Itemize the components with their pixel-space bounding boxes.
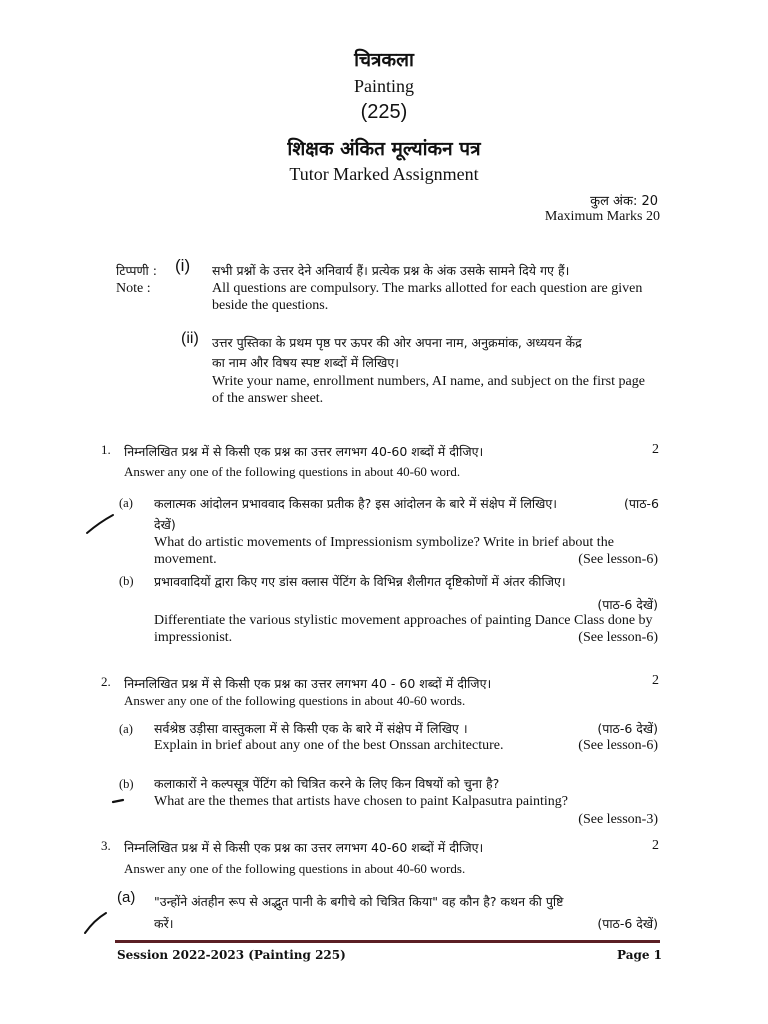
q1a-text-line1: What do artistic movements of Impressionism symbolize? Write in brief about the: [154, 535, 614, 550]
q1a-label: (a): [119, 496, 133, 510]
pen-dash-mark: [110, 796, 126, 806]
q1b-ref: (See lesson-6): [578, 630, 658, 645]
note-2-text-line2: of the answer sheet.: [212, 391, 324, 406]
note-label-hindi: टिप्पणी :: [116, 263, 157, 278]
q3a-hindi-line1: "उन्होंने अंतहीन रूप से अद्भुत पानी के बगीचे को चित्रित किया" वह कौन है? कथन की पुष्टि: [154, 894, 564, 909]
max-marks-hindi: कुल अंक: 20: [590, 194, 658, 209]
q2a-hindi: सर्वश्रेष्ठ उड़ीसा वास्तुकला में से किसी एक के बारे में संक्षेप में लिखिए ।: [154, 721, 468, 736]
q2-marks: 2: [652, 673, 659, 688]
q1a-ref-hindi-cont: देखें): [154, 517, 176, 532]
q1-marks: 2: [652, 442, 659, 457]
q1b-label: (b): [119, 574, 134, 588]
q3a-hindi-line2: करें।: [154, 916, 174, 931]
q2a-label: (a): [119, 722, 133, 736]
note-label: Note :: [116, 281, 151, 296]
note-1-number: (i): [175, 256, 191, 275]
q1a-hindi: कलात्मक आंदोलन प्रभाववाद किसका प्रतीक है? इस आंदोलन के बारे में संक्षेप में लिखिए।: [154, 496, 558, 511]
note-2-number: (ii): [181, 330, 199, 347]
q2a-ref-hindi: (पाठ-6 देखें): [597, 721, 658, 736]
q1a-ref: (See lesson-6): [578, 552, 658, 567]
q1-instruction: Answer any one of the following questions in about 40-60 word.: [124, 464, 461, 479]
q2-instruction: Answer any one of the following questions in about 40-60 words.: [124, 693, 466, 708]
q1b-hindi: प्रभाववादियों द्वारा किए गए डांस क्लास पेंटिंग के विभिन्न शैलीगत दृष्टिकोणों में अंतर कीजिए।: [154, 574, 566, 589]
q1b-text-line2: impressionist.: [154, 630, 233, 645]
footer-page-number: Page 1: [617, 948, 663, 962]
note-2-hindi-line2: का नाम और विषय स्पष्ट शब्दों में लिखिए।: [212, 355, 399, 370]
q2-instruction-hindi: निम्नलिखित प्रश्न में से किसी एक प्रश्न का उत्तर लगभग 40 - 60 शब्दों में दीजिए।: [124, 676, 492, 691]
subject-code: (225): [360, 101, 408, 123]
q3-number: 3.: [101, 838, 111, 853]
footer-session: Session 2022-2023 (Painting 225): [117, 948, 346, 962]
q3a-ref-hindi: (पाठ-6 देखें): [597, 916, 658, 931]
note-2-text-line1: Write your name, enrollment numbers, AI name, and subject on the first page: [212, 374, 645, 389]
footer-rule: [115, 940, 660, 943]
note-1-text-line2: beside the questions.: [212, 298, 329, 313]
q1-number: 1.: [101, 442, 111, 457]
q3a-label: (a): [117, 889, 136, 906]
q1b-text-line1: Differentiate the various stylistic movement approaches of painting Dance Class done by: [154, 613, 653, 628]
q3-instruction-hindi: निम्नलिखित प्रश्न में से किसी एक प्रश्न का उत्तर लगभग 40-60 शब्दों में दीजिए।: [124, 840, 484, 855]
pen-tick-mark-2: [82, 910, 110, 936]
note-2-hindi-line1: उत्तर पुस्तिका के प्रथम पृष्ठ पर ऊपर की ओर अपना नाम, अनुक्रमांक, अध्ययन केंद्र: [212, 335, 582, 350]
pen-tick-mark-1: [84, 512, 116, 536]
title-hindi: चित्रकला: [354, 49, 414, 71]
q1a-ref-hindi: (पाठ-6: [624, 496, 659, 511]
assignment-title-hindi: शिक्षक अंकित मूल्यांकन पत्र: [287, 138, 481, 160]
note-1-hindi: सभी प्रश्नों के उत्तर देने अनिवार्य हैं। प्रत्येक प्रश्न के अंक उसके सामने दिये गए हैं।: [212, 263, 570, 278]
q2a-text: Explain in brief about any one of the best Onssan architecture.: [154, 738, 504, 753]
subject-title: Painting: [353, 76, 414, 96]
q1b-ref-hindi: (पाठ-6 देखें): [597, 597, 658, 612]
q2b-ref: (See lesson-3): [578, 812, 658, 827]
q1a-text-line2: movement.: [154, 552, 217, 567]
q2-number: 2.: [101, 674, 111, 689]
note-1-text-line1: All questions are compulsory. The marks allotted for each question are given: [212, 281, 643, 296]
max-marks: Maximum Marks 20: [544, 209, 660, 224]
q2b-hindi: कलाकारों ने कल्पसूत्र पेंटिंग को चित्रित करने के लिए किन विषयों को चुना है?: [154, 776, 500, 791]
q2b-text: What are the themes that artists have chosen to paint Kalpasutra painting?: [154, 794, 569, 809]
q2b-label: (b): [119, 777, 134, 791]
q1-instruction-hindi: निम्नलिखित प्रश्न में से किसी एक प्रश्न का उत्तर लगभग 40-60 शब्दों में दीजिए।: [124, 444, 484, 459]
assignment-title: Tutor Marked Assignment: [289, 164, 479, 184]
q3-instruction: Answer any one of the following questions in about 40-60 words.: [124, 861, 466, 876]
q2a-ref: (See lesson-6): [578, 738, 658, 753]
q3-marks: 2: [652, 838, 659, 853]
